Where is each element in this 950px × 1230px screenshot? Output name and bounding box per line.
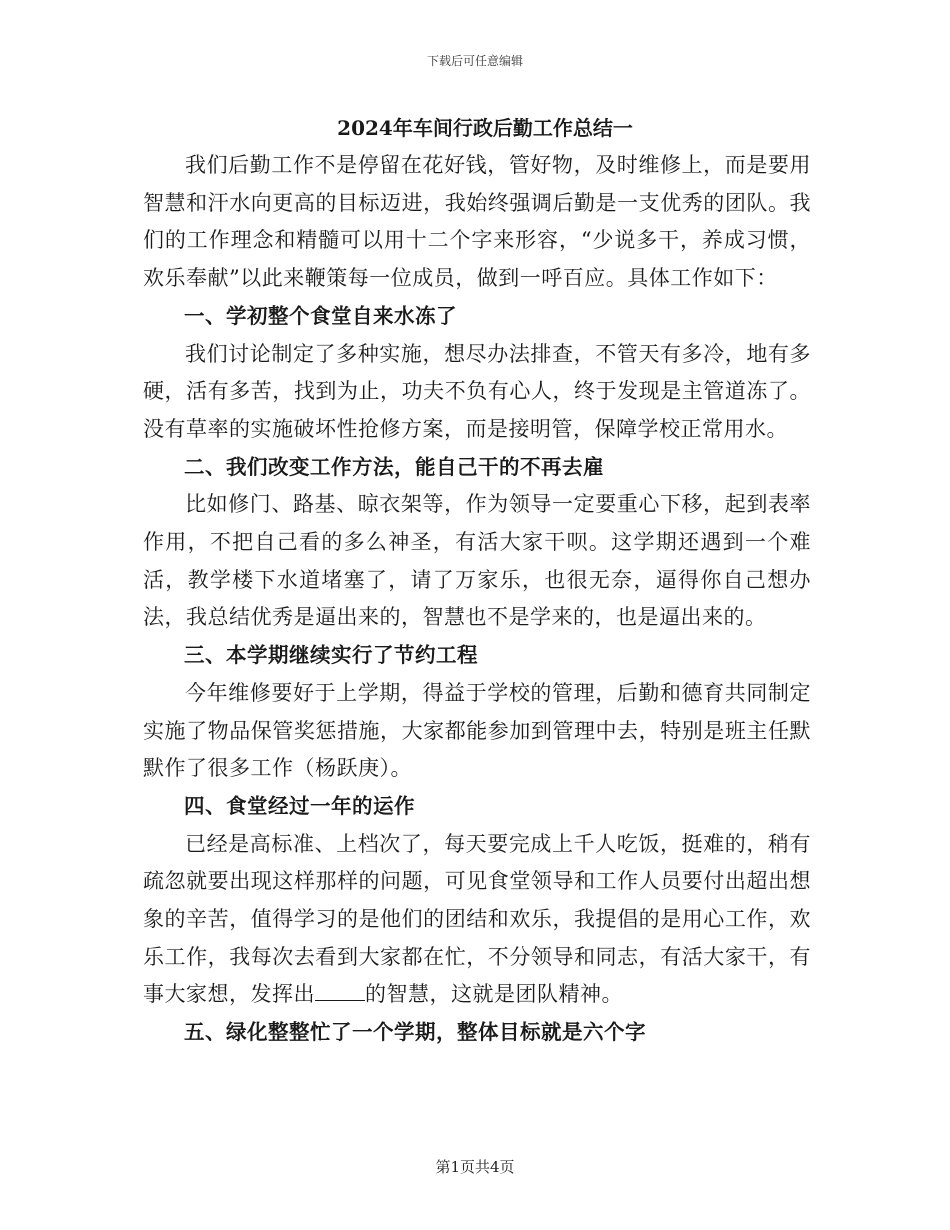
section-heading-1: 一、学初整个食堂自来水冻了 <box>184 303 457 328</box>
section-body-2: 比如修门、路基、晾衣架等，作为领导一定要重心下移，起到表率作用，不把自己看的多么神圣，有活大家干呗。这学期还遇到一个难活，教学楼下水道堵塞了，请了万家乐，也很无奈，逼得你自己想办法，我总结优秀是逼出来的，智慧也不是学来的，也是逼出来的。 <box>143 492 811 630</box>
document-body <box>143 113 811 1052</box>
fill-in-blank <box>315 982 365 1001</box>
section-heading-3: 三、本学期继续实行了节约工程 <box>184 643 478 668</box>
section-body-4-part-1: 已经是高标准、上档次了，每天要完成上千人吃饭，挺难的，稍有疏忽就要出现这样那样的问题，可见食堂领导和工作人员要付出超出想象的辛苦，值得学习的是他们的团结和欢乐，我提倡的是用心工作，欢乐工作，我每次去看到大家都在忙，不分领导和同志，有活大家干，有事大家想，发挥出 <box>143 831 811 1007</box>
page-footer: 第1页共4页 <box>435 1158 515 1176</box>
section-body-4-part-2: 的智慧，这就是团队精神。 <box>365 982 623 1007</box>
header-note: 下载后可任意编辑 <box>426 54 523 68</box>
section-heading-5: 五、绿化整整忙了一个学期，整体目标就是六个字 <box>184 1020 646 1045</box>
section-heading-2: 二、我们改变工作方法，能自己干的不再去雇 <box>184 454 604 479</box>
section-heading-4: 四、食堂经过一年的运作 <box>184 793 415 818</box>
section-body-3: 今年维修要好于上学期，得益于学校的管理，后勤和德育共同制定实施了物品保管奖惩措施，大家都能参加到管理中去，特别是班主任默默作了很多工作（杨跃庚）。 <box>143 680 811 781</box>
section-body-1: 我们讨论制定了多种实施，想尽办法排查，不管天有多冷，地有多硬，活有多苦，找到为止，功夫不负有心人，终于发现是主管道冻了。没有草率的实施破坏性抢修方案，而是接明管，保障学校正常用水。 <box>143 341 811 441</box>
document-title: 2024年车间行政后勤工作总结一 <box>337 116 633 140</box>
intro-paragraph: 我们后勤工作不是停留在花好钱，管好物，及时维修上，而是要用智慧和汗水向更高的目标迈进，我始终强调后勤是一支优秀的团队。我们的工作理念和精髓可以用十二个字来形容，“少说多干，养成习惯，欢乐奉献”以此来鞭策每一位成员，做到一呼百应。具体工作如下： <box>143 153 811 291</box>
section-body-4 <box>143 826 811 1015</box>
